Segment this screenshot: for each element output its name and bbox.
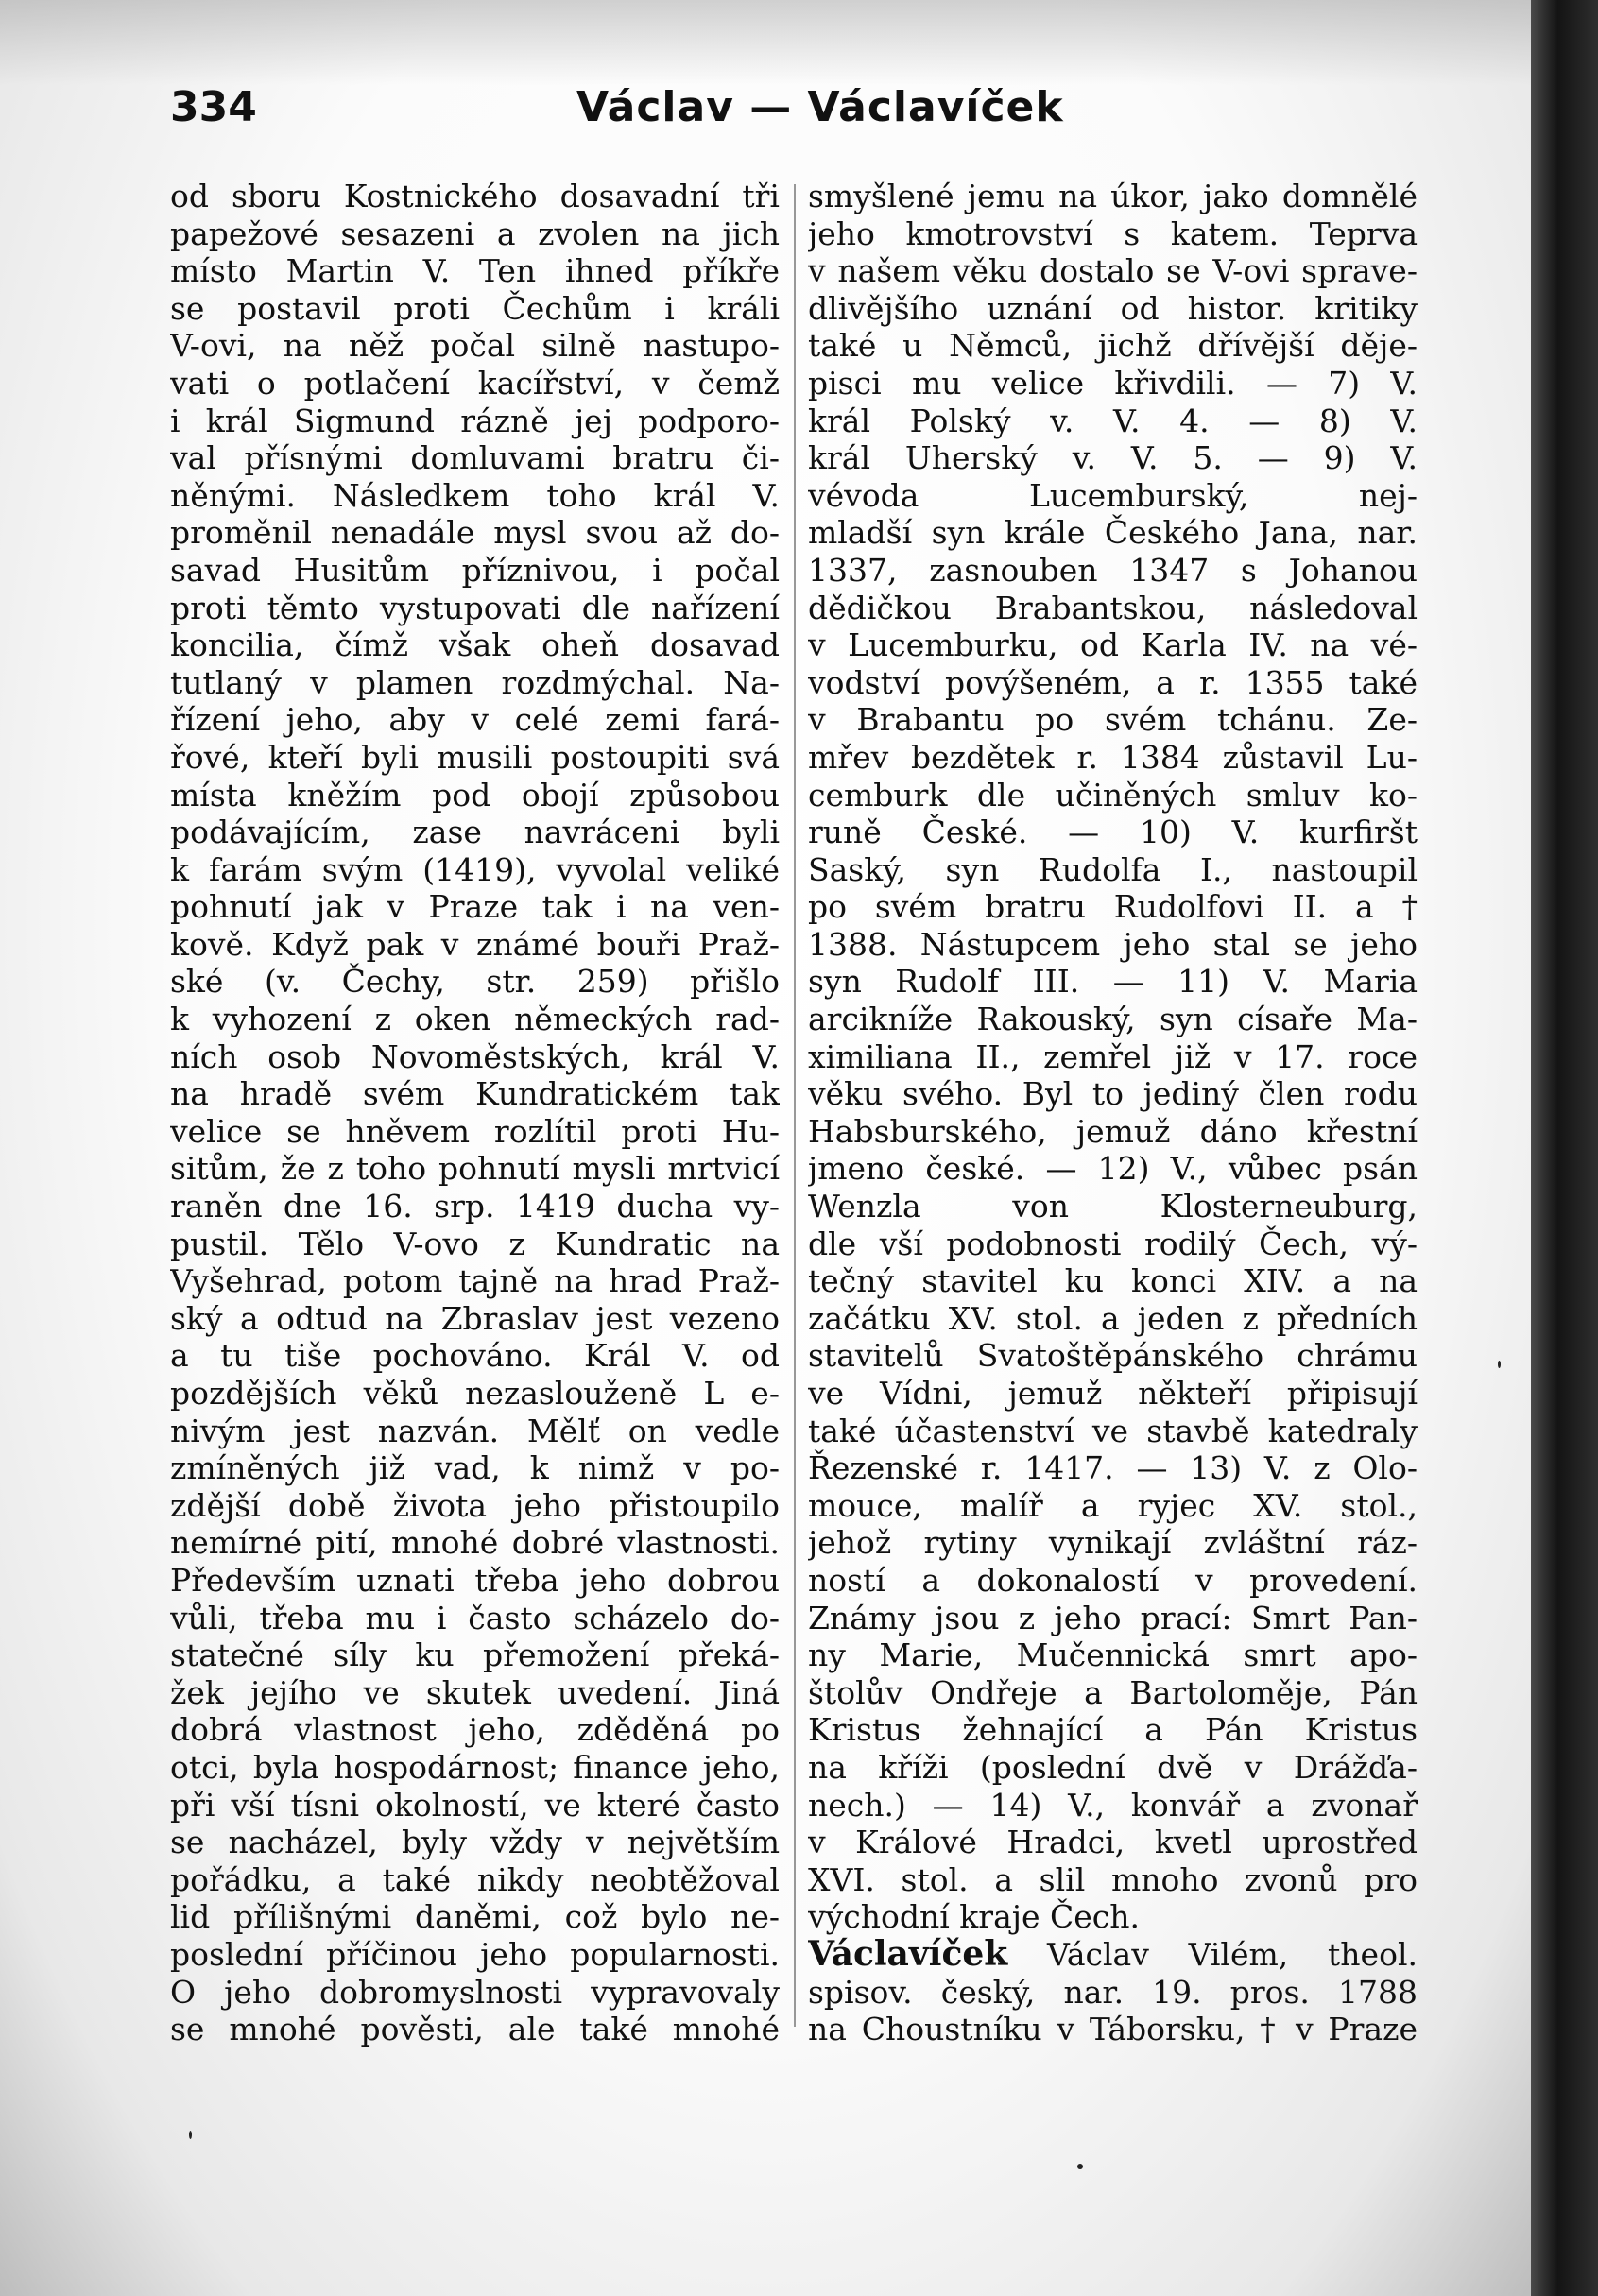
- text-line: XVI. stol. a slil mnoho zvonů pro: [808, 1860, 1418, 1898]
- text-line: k farám svým (1419), vyvolal veliké: [170, 850, 780, 888]
- text-line: Wenzla von Klosterneuburg,: [808, 1188, 1418, 1225]
- text-line: mouce, malíř a ryjec XV. stol.,: [808, 1486, 1418, 1524]
- text-line: arcikníže Rakouský, syn císaře Ma-: [808, 1001, 1418, 1038]
- text-line: se postavil proti Čechům i králi: [170, 289, 780, 327]
- text-line: ny Marie, Mučennická smrt apo-: [808, 1636, 1418, 1674]
- text-line: 1337, zasnouben 1347 s Johanou: [808, 551, 1418, 589]
- text-line: Habsburského, jemuž dáno křestní: [808, 1112, 1418, 1150]
- text-line: v našem věku dostalo se V-ovi sprave-: [808, 252, 1418, 290]
- text-line: k vyhození z oken německých rad-: [170, 1001, 780, 1038]
- text-line: 1388. Nástupcem jeho stal se jeho: [808, 925, 1418, 963]
- text-line: se mnohé pověsti, ale také mnohé: [170, 2011, 780, 2048]
- text-line: vévoda Lucemburský, nej-: [808, 476, 1418, 514]
- text-line: ský a odtud na Zbraslav jest vezeno: [170, 1299, 780, 1337]
- text-line: lid přílišnými daněmi, což bylo ne-: [170, 1898, 780, 1936]
- text-line: savad Husitům příznivou, i počal: [170, 551, 780, 589]
- ink-speck: [189, 2131, 192, 2139]
- text-line: štolův Ondřeje a Bartoloměje, Pán: [808, 1673, 1418, 1711]
- text-line: Saský, syn Rudolfa I., nastoupil: [808, 850, 1418, 888]
- text-line: dobrá vlastnost jeho, zděděná po: [170, 1711, 780, 1749]
- text-line: jmeno české. — 12) V., vůbec psán: [808, 1150, 1418, 1188]
- text-line: Především uznati třeba jeho dobrou: [170, 1561, 780, 1599]
- text-line: ské (v. Čechy, str. 259) přišlo: [170, 963, 780, 1001]
- page-edge-shadow: [1531, 0, 1598, 2296]
- text-line: při vší tísni okolností, ve které často: [170, 1786, 780, 1824]
- text-line: papežové sesazeni a zvolen na jich: [170, 214, 780, 252]
- text-line: ností a dokonalostí v provedení.: [808, 1561, 1418, 1599]
- text-line: v Lucemburku, od Karla IV. na vé-: [808, 626, 1418, 664]
- text-line: na kříži (poslední dvě v Drážďa-: [808, 1748, 1418, 1786]
- text-line: jehož rytiny vynikají zvláštní ráz-: [808, 1524, 1418, 1562]
- text-line: začátku XV. stol. a jeden z předních: [808, 1299, 1418, 1337]
- text-line: proti těmto vystupovati dle nařízení: [170, 589, 780, 626]
- text-line: pisci mu velice křivdili. — 7) V.: [808, 364, 1418, 402]
- text-line: ximiliana II., zemřel již v 17. roce: [808, 1037, 1418, 1075]
- text-line: na hradě svém Kundratickém tak: [170, 1075, 780, 1113]
- text-line: v Brabantu po svém tchánu. Ze-: [808, 701, 1418, 739]
- text-line: také u Němců, jichž dřívější děje-: [808, 327, 1418, 365]
- text-line: runě České. — 10) V. kurfiršt: [808, 814, 1418, 851]
- page-header: [170, 83, 1436, 149]
- text-line: vodství povýšeném, a r. 1355 také: [808, 663, 1418, 701]
- text-line: stavitelů Svatoštěpánského chrámu: [808, 1337, 1418, 1375]
- text-line: Václavíček Václav Vilém, theol.: [808, 1935, 1418, 1974]
- text-line: zdější době života jeho přistoupilo: [170, 1486, 780, 1524]
- text-line: ních osob Novoměstských, král V.: [170, 1037, 780, 1075]
- ink-speck: [1498, 1361, 1501, 1368]
- text-line: něnými. Následkem toho král V.: [170, 476, 780, 514]
- text-line: také účastenství ve stavbě katedraly: [808, 1412, 1418, 1449]
- column-divider: [794, 184, 796, 2027]
- text-line: V-ovi, na něž počal silně nastupo-: [170, 327, 780, 365]
- text-line: Řezenské r. 1417. — 13) V. z Olo-: [808, 1449, 1418, 1487]
- text-line: král Polský v. V. 4. — 8) V.: [808, 402, 1418, 439]
- text-line: od sboru Kostnického dosavadní tři: [170, 178, 780, 214]
- left-column: [170, 178, 780, 2048]
- text-line: tutlaný v plamen rozdmýchal. Na-: [170, 663, 780, 701]
- text-line: ve Vídni, jemuž někteří připisují: [808, 1375, 1418, 1412]
- text-line: dědičkou Brabantskou, následoval: [808, 589, 1418, 626]
- text-line: věku svého. Byl to jediný člen rodu: [808, 1075, 1418, 1113]
- text-line: dle vší podobnosti rodilý Čech, vý-: [808, 1225, 1418, 1262]
- text-line: sitům, že z toho pohnutí mysli mrtvicí: [170, 1150, 780, 1188]
- text-line: žek jejího ve skutek uvedení. Jiná: [170, 1673, 780, 1711]
- text-line: král Uherský v. V. 5. — 9) V.: [808, 439, 1418, 477]
- text-line: raněn dne 16. srp. 1419 ducha vy-: [170, 1188, 780, 1225]
- text-line: smyšlené jemu na úkor, jako domnělé: [808, 178, 1418, 214]
- text-line: pozdějších věků nezaslouženě L e-: [170, 1375, 780, 1412]
- text-line: zmíněných již vad, k nimž v po-: [170, 1449, 780, 1487]
- page-number: 334: [170, 83, 257, 131]
- text-line: tečný stavitel ku konci XIV. a na: [808, 1262, 1418, 1300]
- text-line: místa kněžím pod obojí způsobou: [170, 776, 780, 814]
- text-line: mřev bezdětek r. 1384 zůstavil Lu-: [808, 738, 1418, 776]
- text-line: vati o potlačení kacířství, v čemž: [170, 364, 780, 402]
- text-line: kově. Když pak v známé bouři Praž-: [170, 925, 780, 963]
- text-line: na Choustníku v Táborsku, † v Praze: [808, 2011, 1418, 2048]
- text-line: koncilia, čímž však oheň dosavad: [170, 626, 780, 664]
- text-line: cemburk dle učiněných smluv ko-: [808, 776, 1418, 814]
- text-line: vůli, třeba mu i často scházelo do-: [170, 1599, 780, 1636]
- text-line: Známy jsou z jeho prací: Smrt Pan-: [808, 1599, 1418, 1636]
- text-line: statečné síly ku přemožení překá-: [170, 1636, 780, 1674]
- text-line: Kristus žehnající a Pán Kristus: [808, 1711, 1418, 1749]
- text-line: spisov. český, nar. 19. pros. 1788: [808, 1973, 1418, 2011]
- text-line: syn Rudolf III. — 11) V. Maria: [808, 963, 1418, 1001]
- text-line: val přísnými domluvami bratru či-: [170, 439, 780, 477]
- text-line: nech.) — 14) V., konvář a zvonař: [808, 1786, 1418, 1824]
- text-line: nivým jest nazván. Mělť on vedle: [170, 1412, 780, 1449]
- text-line: východní kraje Čech.: [808, 1898, 1141, 1936]
- text-line: pustil. Tělo V-ovo z Kundratic na: [170, 1225, 780, 1262]
- text-line: jeho kmotrovství s katem. Teprva: [808, 214, 1418, 252]
- text-line: dlivějšího uznání od histor. kritiky: [808, 289, 1418, 327]
- text-line: otci, byla hospodárnost; finance jeho,: [170, 1748, 780, 1786]
- text-line: nemírné pití, mnohé dobré vlastnosti.: [170, 1524, 780, 1562]
- text-line: i král Sigmund rázně jej podporo-: [170, 402, 780, 439]
- ink-speck: [1077, 2164, 1083, 2169]
- text-line: proměnil nenadále mysl svou až do-: [170, 514, 780, 552]
- right-column: [808, 178, 1418, 2048]
- text-line: podávajícím, zase navráceni byli: [170, 814, 780, 851]
- text-line: se nacházel, byly vždy v největším: [170, 1824, 780, 1861]
- text-line: v Králové Hradci, kvetl uprostřed: [808, 1824, 1418, 1861]
- text-line: místo Martin V. Ten ihned příkře: [170, 252, 780, 290]
- text-line: pohnutí jak v Praze tak i na ven-: [170, 888, 780, 926]
- text-line: O jeho dobromyslnosti vypravovaly: [170, 1973, 780, 2011]
- text-line: velice se hněvem rozlítil proti Hu-: [170, 1112, 780, 1150]
- running-head: Václav — Václavíček: [576, 83, 1064, 131]
- text-line: řízení jeho, aby v celé zemi fará-: [170, 701, 780, 739]
- text-line: poslední příčinou jeho popularnosti.: [170, 1935, 780, 1973]
- text-line: pořádku, a také nikdy neobtěžoval: [170, 1860, 780, 1898]
- text-line: řové, kteří byli musili postoupiti svá: [170, 738, 780, 776]
- text-line: po svém bratru Rudolfovi II. a †: [808, 888, 1418, 926]
- text-line: a tu tiše pochováno. Král V. od: [170, 1337, 780, 1375]
- text-line: Vyšehrad, potom tajně na hrad Praž-: [170, 1262, 780, 1300]
- text-line: mladší syn krále Českého Jana, nar.: [808, 514, 1418, 552]
